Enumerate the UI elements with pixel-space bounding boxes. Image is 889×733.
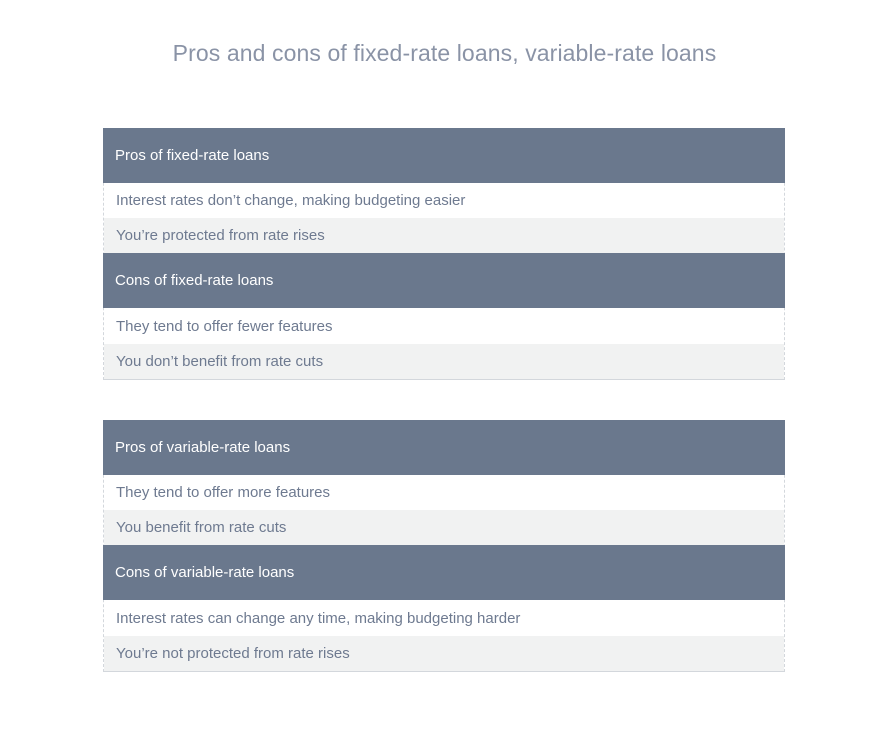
table-row: You’re protected from rate rises [104,218,784,253]
section-heading-pros-variable: Pros of variable-rate loans [103,420,785,475]
section-heading-cons-variable: Cons of variable-rate loans [103,545,785,600]
table-row: They tend to offer more features [104,475,784,510]
table-row: Interest rates can change any time, making budgeting harder [104,600,784,636]
table-row: Interest rates don’t change, making budgeting easier [104,183,784,218]
table-row: You don’t benefit from rate cuts [104,344,784,379]
section-heading-cons-fixed: Cons of fixed-rate loans [103,253,785,308]
section-heading-pros-fixed: Pros of fixed-rate loans [103,128,785,183]
variable-rate-table [103,420,785,672]
fixed-rate-table [103,128,785,380]
page-title: Pros and cons of fixed-rate loans, variable-rate loans [172,40,717,66]
table-row: They tend to offer fewer features [104,308,784,344]
table-row: You benefit from rate cuts [104,510,784,545]
table-row: You’re not protected from rate rises [104,636,784,671]
